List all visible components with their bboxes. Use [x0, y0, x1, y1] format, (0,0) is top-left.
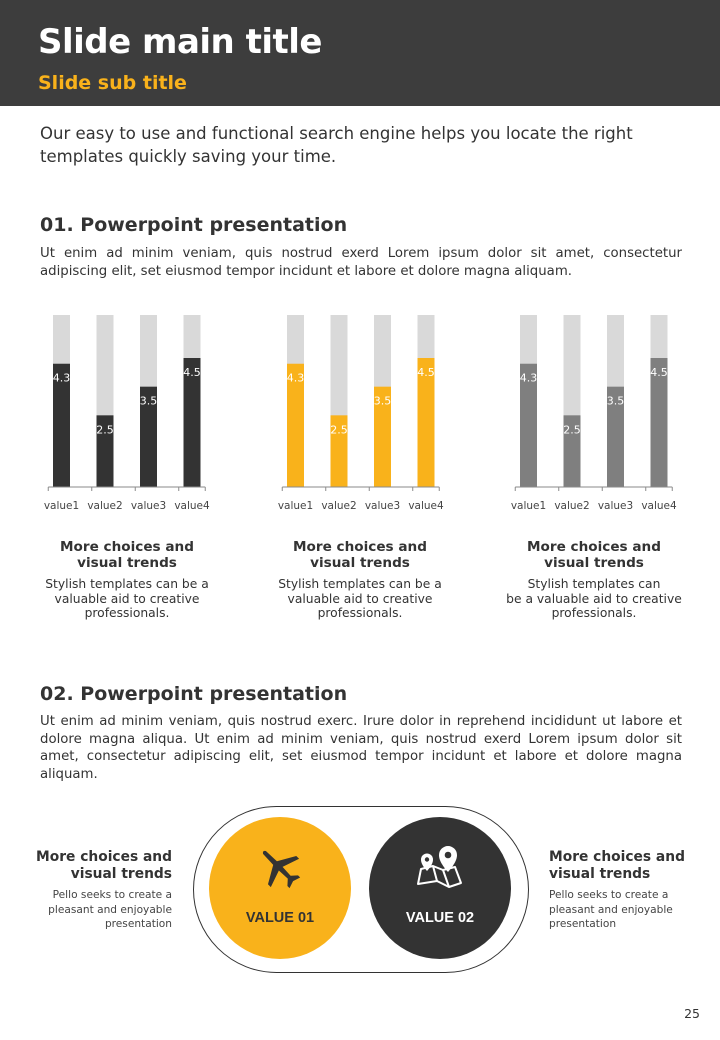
section1-text: Ut enim ad minim veniam, quis nostrud exerd Lorem ipsum dolor sit amet, consectetur adipiscing elit, set eiusmod tempor incidunt et labore et dolore magna aliquam. — [40, 246, 682, 279]
bar-chart-3-svg — [499, 310, 719, 520]
card-1-text-line2: valuable aid to creative — [54, 591, 200, 606]
card-3-text-line1: Stylish templates can — [527, 577, 661, 591]
tick-label: value1 — [43, 500, 80, 512]
slide-sub-title: Slide sub title — [38, 72, 187, 94]
side-note-right — [549, 849, 699, 932]
value-02-label: VALUE 02 — [405, 910, 475, 926]
data-label: 4.5 — [650, 366, 668, 379]
data-label: 4.3 — [52, 371, 71, 385]
tick-label: value2 — [87, 500, 123, 512]
data-label: 4.3 — [286, 371, 305, 385]
card-3-heading-line2: visual trends — [544, 555, 644, 571]
card-2-text-line3: professionals. — [317, 606, 403, 620]
bar-chart-1-svg — [32, 310, 252, 520]
page-number: 25 — [684, 1006, 700, 1021]
side-note-right-text-line1: Pello seeks to create a — [549, 889, 669, 901]
side-note-left-text-line2: pleasant and enjoyable — [48, 903, 172, 916]
tick-label: value2 — [321, 500, 357, 512]
tick-label: value1 — [277, 500, 314, 512]
card-3-text-line2: be a valuable aid to creative — [506, 591, 682, 606]
card-3-heading — [494, 539, 694, 571]
card-1-text — [27, 577, 227, 621]
bar-chart-2-svg — [266, 310, 486, 520]
card-1 — [27, 539, 227, 621]
tick-label: value4 — [408, 500, 444, 512]
card-1-heading-line2: visual trends — [77, 555, 177, 571]
tick-label: value3 — [364, 500, 401, 512]
card-1-text-line1: Stylish templates can be a — [45, 577, 209, 591]
tick-label: value3 — [597, 500, 634, 512]
data-label: 3.5 — [373, 394, 392, 408]
data-label: 4.5 — [183, 366, 201, 379]
tick-label: value4 — [641, 500, 677, 512]
side-note-right-heading-line1: More choices and — [549, 849, 685, 865]
card-2-heading-line2: visual trends — [310, 555, 410, 571]
side-note-right-text-line2: pleasant and enjoyable — [549, 903, 673, 916]
data-label: 4.5 — [417, 366, 435, 379]
side-note-right-heading-line2: visual trends — [549, 865, 651, 882]
data-label: 2.5 — [330, 423, 348, 437]
bar-chart-2 — [266, 310, 486, 520]
card-3-heading-line1: More choices and — [527, 539, 661, 555]
data-label: 2.5 — [96, 423, 114, 437]
card-2-text — [260, 577, 460, 621]
side-note-right-text-line3: presentation — [549, 918, 617, 930]
slide-main-title: Slide main title — [38, 22, 322, 62]
bar-chart-1 — [32, 310, 252, 520]
card-2 — [260, 539, 460, 621]
side-note-left-heading-line1: More choices and — [36, 849, 172, 865]
data-label: 2.5 — [563, 423, 581, 437]
card-2-heading-line1: More choices and — [293, 539, 427, 555]
card-1-heading — [27, 539, 227, 571]
side-note-right-text — [549, 888, 699, 932]
side-note-left-text-line1: Pello seeks to create a — [52, 889, 172, 901]
side-note-right-heading — [549, 849, 699, 882]
data-label: 3.5 — [606, 394, 625, 408]
card-3-text — [494, 577, 694, 621]
tick-label: value1 — [510, 500, 547, 512]
side-note-left — [22, 849, 172, 932]
card-2-heading — [260, 539, 460, 571]
section2-title: 02. Powerpoint presentation — [40, 683, 348, 705]
side-note-left-heading-line2: visual trends — [70, 865, 172, 882]
value-02-circle — [369, 817, 511, 959]
tick-label: value3 — [130, 500, 167, 512]
bar-chart-3 — [499, 310, 719, 520]
airplane-icon — [255, 843, 305, 893]
card-1-heading-line1: More choices and — [60, 539, 194, 555]
card-3 — [494, 539, 694, 621]
value-01-circle — [209, 817, 351, 959]
data-label: 3.5 — [139, 394, 158, 408]
map-pin-icon — [415, 843, 465, 893]
side-note-left-text-line3: presentation — [104, 918, 172, 930]
card-1-text-line3: professionals. — [84, 606, 170, 620]
card-2-text-line1: Stylish templates can be a — [278, 577, 442, 591]
card-2-text-line2: valuable aid to creative — [287, 591, 433, 606]
slide-header — [0, 0, 720, 106]
side-note-left-heading — [22, 849, 172, 882]
card-3-text-line3: professionals. — [551, 606, 637, 620]
section2-text: Ut enim ad minim veniam, quis nostrud exerc. Irure dolor in reprehend incididunt ut labore et dolore magna aliqua. Ut enim ad minim veniam, quis nostrud exerd Lorem ipsum dolor sit amet, consectetur adipiscing elit, set eiusmod tempor incidunt et labore et dolore magna aliquam. — [40, 714, 682, 782]
intro-text: Our easy to use and functional search engine helps you locate the right templates quickly saving your time. — [40, 124, 633, 166]
section1-title: 01. Powerpoint presentation — [40, 214, 348, 236]
value-01-label: VALUE 01 — [245, 910, 315, 926]
data-label: 4.3 — [519, 371, 538, 385]
tick-label: value2 — [554, 500, 590, 512]
tick-label: value4 — [174, 500, 210, 512]
side-note-left-text — [22, 888, 172, 932]
